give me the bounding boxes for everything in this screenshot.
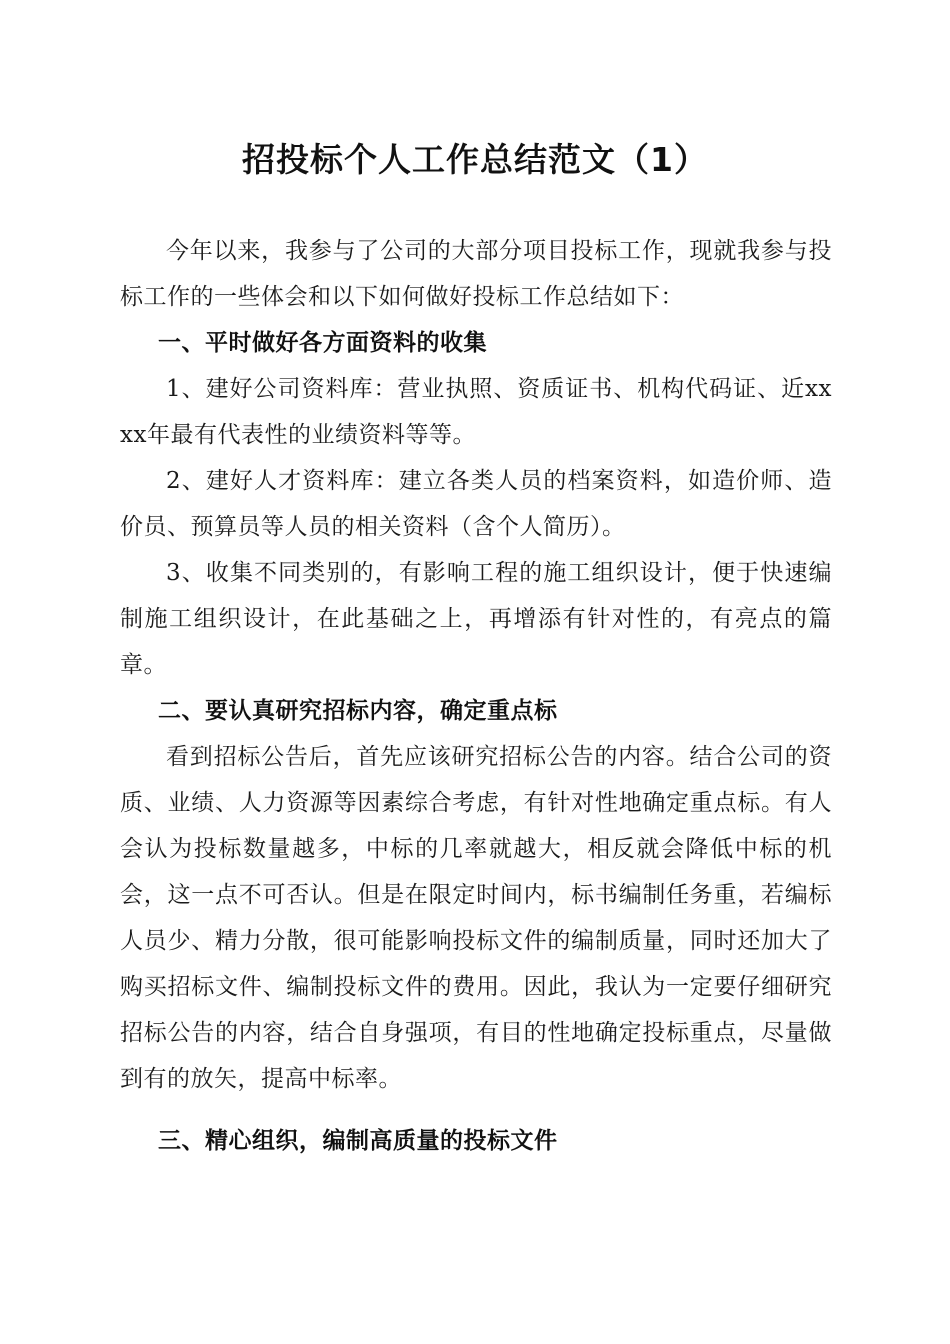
section-1-item-2: 2、建好人才资料库：建立各类人员的档案资料，如造价师、造价员、预算员等人员的相关资料（含个人简历）。	[120, 468, 832, 540]
section-gap	[120, 1102, 832, 1118]
document-body	[120, 228, 832, 1164]
section-1-item-1: 1、建好公司资料库：营业执照、资质证书、机构代码证、近xxxx年最有代表性的业绩资料等等。	[120, 376, 832, 448]
section-2-heading: 二、要认真研究招标内容，确定重点标	[158, 698, 558, 724]
document-title: 招投标个人工作总结范文（1）	[242, 140, 708, 179]
section-1-heading: 一、平时做好各方面资料的收集	[158, 330, 487, 356]
section-1-item-3: 3、收集不同类别的，有影响工程的施工组织设计，便于快速编制施工组织设计，在此基础之上，再增添有针对性的，有亮点的篇章。	[120, 560, 832, 678]
intro-paragraph: 今年以来，我参与了公司的大部分项目投标工作，现就我参与投标工作的一些体会和以下如何做好投标工作总结如下：	[120, 238, 832, 310]
section-3-heading: 三、精心组织，编制高质量的投标文件	[158, 1128, 558, 1154]
section-2-paragraph: 看到招标公告后，首先应该研究招标公告的内容。结合公司的资质、业绩、人力资源等因素综合考虑，有针对性地确定重点标。有人会认为投标数量越多，中标的几率就越大，相反就会降低中标的机会，这一点不可否认。但是在限定时间内，标书编制任务重，若编标人员少、精力分散，很可能影响投标文件的编制质量，同时还加大了购买招标文件、编制投标文件的费用。因此，我认为一定要仔细研究招标公告的内容，结合自身强项，有目的性地确定投标重点，尽量做到有的放矢，提高中标率。	[120, 744, 832, 1092]
